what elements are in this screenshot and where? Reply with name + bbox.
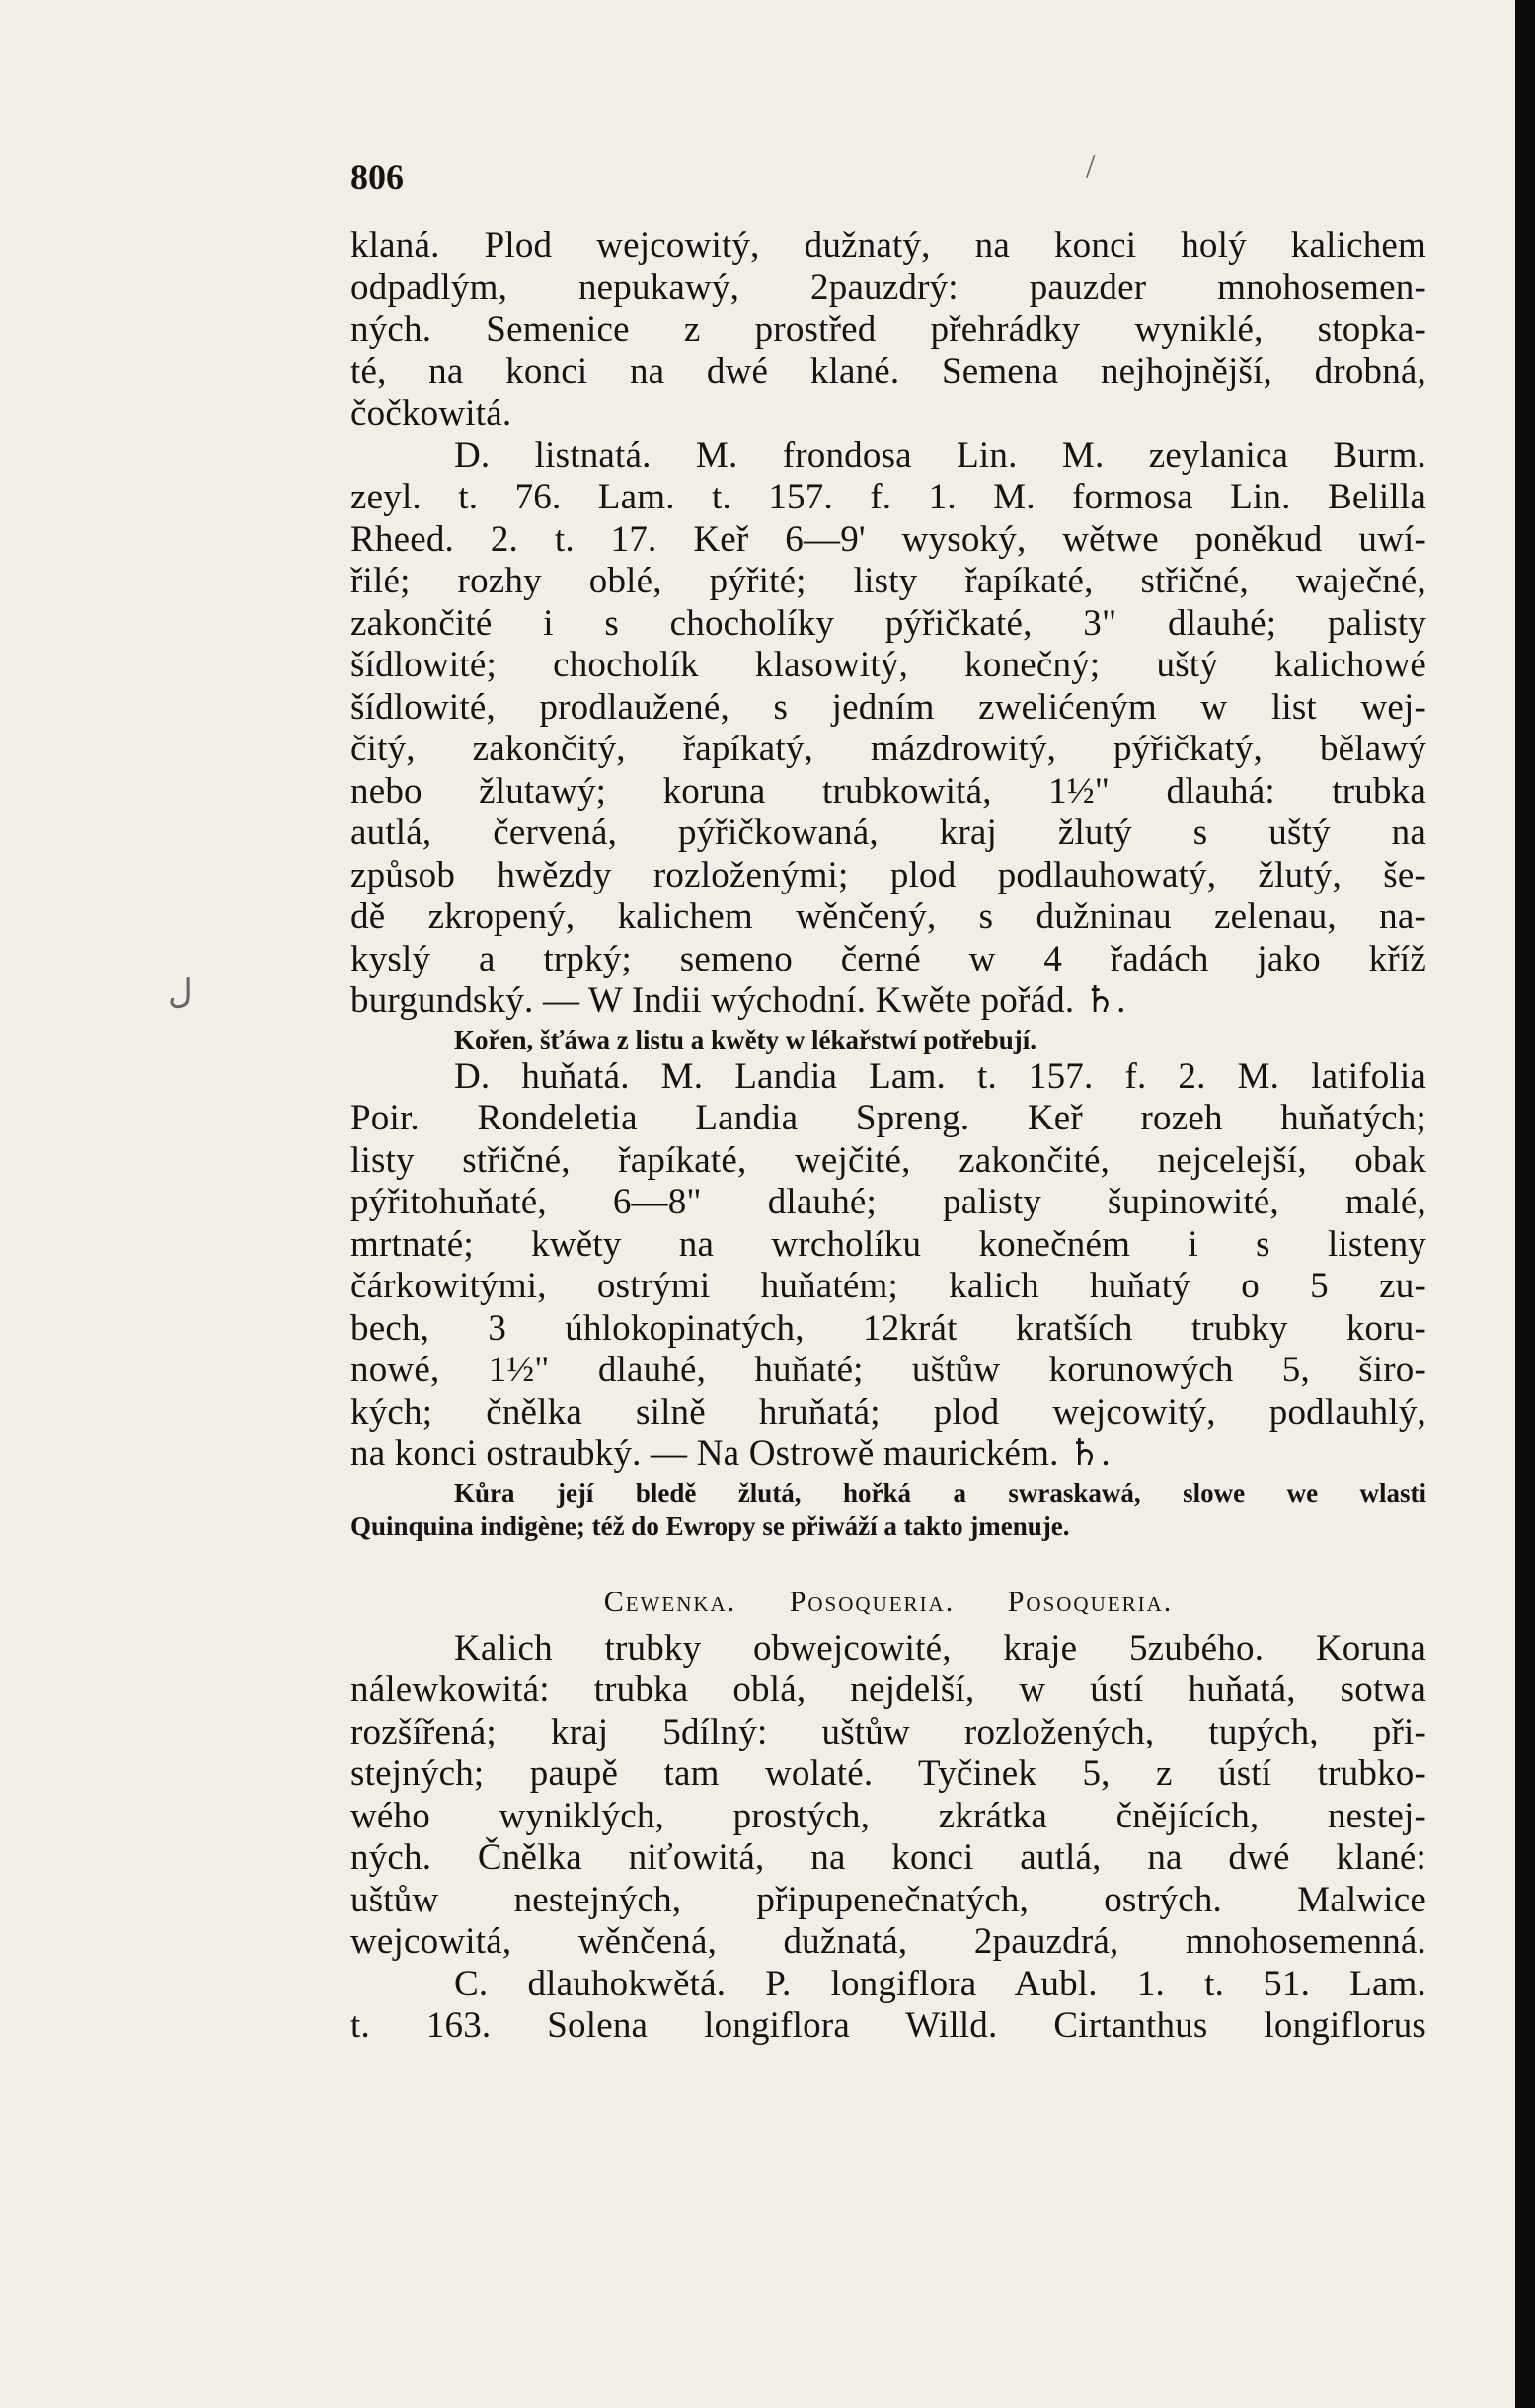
species-entry-line: bech, 3 úhlokopinatých, 12krát kratších trubky koru- <box>350 1307 1426 1349</box>
genus-name-latin: Posoqueria. <box>789 1585 956 1618</box>
genus-description-line: Kalich trubky obwejcowité, kraje 5zubého. Koruna <box>454 1627 1426 1669</box>
species-entry-line: D. huňatá. M. Landia Lam. t. 157. f. 2. M. latifolia <box>454 1055 1426 1097</box>
species-entry-line: autlá, červená, pýřičkowaná, kraj žlutý s uštý na <box>350 813 1426 853</box>
usage-note: Quinquina indigène; též do Ewropy se přiwáží a takto jmenuje. <box>350 1511 1070 1541</box>
genus-description-line: ných. Čnělka niťowitá, na konci autlá, na dwé klané: <box>350 1837 1426 1878</box>
genus-heading <box>350 1577 1426 1628</box>
species-entry-line: zeyl. t. 76. Lam. t. 157. f. 1. M. formosa Lin. Belilla <box>350 477 1426 517</box>
text-line: ných. Semenice z prostřed přehrádky wyniklé, stopka- <box>350 309 1426 350</box>
species-entry-line: mrtnaté; kwěty na wrcholíku konečném i s listeny <box>350 1223 1426 1265</box>
margin-mark: ل <box>168 974 192 1011</box>
usage-note: Kůra její bledě žlutá, hořká a swraskawá, slowe we wlasti <box>454 1477 1426 1508</box>
species-entry-line: kých; čnělka silně hruňatá; plod wejcowitý, podlauhlý, <box>350 1391 1426 1433</box>
species-entry-line: zakončité i s chocholíky pýřičkaté, 3" dlauhé; palisty <box>350 602 1426 644</box>
usage-note: Kořen, šťáwa z listu a kwěty w lékařstwí potřebují. <box>454 1024 1037 1054</box>
species-entry-line: t. 163. Solena longiflora Willd. Cirtanthus longiflorus <box>350 2005 1426 2046</box>
species-entry-line: D. listnatá. M. frondosa Lin. M. zeylanica Burm. <box>454 434 1426 476</box>
species-entry-line: Rheed. 2. t. 17. Keř 6—9' wysoký, wětwe poněkud uwí- <box>350 518 1426 560</box>
text-line: čočkowitá. <box>350 393 512 433</box>
scan-edge <box>1515 0 1535 2408</box>
species-entry-line: čárkowitými, ostrými huňatém; kalich huňatý o 5 zu- <box>350 1266 1426 1306</box>
genus-description-line: rozšířená; kraj 5dílný: uštůw rozložených, tupých, při- <box>350 1711 1426 1752</box>
genus-description-line: wejcowitá, wěnčená, dužnatá, 2pauzdrá, mnohosemenná. <box>350 1921 1426 1962</box>
genus-description-line: stejných; paupě tam wolaté. Tyčinek 5, z ústí trubko- <box>350 1753 1426 1794</box>
text-line: klaná. Plod wejcowitý, dužnatý, na konci holý kalichem <box>350 225 1426 266</box>
text-line: té, na konci na dwé klané. Semena nejhojnější, drobná, <box>350 350 1426 392</box>
species-entry-line: dě zkropený, kalichem wěnčený, s dužninau zelenau, na- <box>350 896 1426 937</box>
genus-name-latin: Posoqueria. <box>1007 1585 1174 1618</box>
species-entry-line: burgundský. — W Indii wýchodní. Kwěte pořád. ♄. <box>350 980 1126 1021</box>
genus-name-czech: Cewenka. <box>603 1585 737 1618</box>
species-entry-line: nowé, 1½" dlauhé, huňaté; uštůw korunowých 5, širo- <box>350 1350 1426 1390</box>
species-entry-line: kyslý a trpký; semeno černé w 4 řadách jako kříž <box>350 938 1426 979</box>
genus-description-line: uštůw nestejných, připupenečnatých, ostrých. Malwice <box>350 1879 1426 1920</box>
species-entry-line: řilé; rozhy oblé, pýřité; listy řapíkaté, střičné, waječné, <box>350 561 1426 601</box>
species-entry-line: šídlowité; chocholík klasowitý, konečný; uštý kalichowé <box>350 645 1426 685</box>
species-entry-line: čitý, zakončitý, řapíkatý, mázdrowitý, pýřičkatý, bělawý <box>350 729 1426 769</box>
species-entry-line: C. dlauhokwětá. P. longiflora Aubl. 1. t. 51. Lam. <box>454 1963 1426 2004</box>
text-line: odpadlým, nepukawý, 2pauzdrý: pauzder mnohosemen- <box>350 267 1426 308</box>
stray-mark: / <box>1086 148 1096 185</box>
species-entry-line: šídlowité, prodlaužené, s jedním zwelićeným w list wej- <box>350 686 1426 728</box>
species-entry-line: pýřitohuňaté, 6—8" dlauhé; palisty šupinowité, malé, <box>350 1182 1426 1222</box>
page-number: 806 <box>350 157 404 196</box>
genus-description-line: wého wyniklých, prostých, zkrátka čnějících, nestej- <box>350 1795 1426 1836</box>
body-text <box>350 225 1426 2048</box>
species-entry-line: na konci ostraubký. — Na Ostrowě maurickém. ♄. <box>350 1434 1111 1474</box>
genus-description-line: nálewkowitá: trubka oblá, nejdelší, w ústí huňatá, sotwa <box>350 1670 1426 1710</box>
species-entry-line: listy střičné, řapíkaté, wejčité, zakončité, nejcelejší, obak <box>350 1139 1426 1181</box>
species-entry-line: nebo žlutawý; koruna trubkowitá, 1½" dlauhá: trubka <box>350 770 1426 812</box>
species-entry-line: Poir. Rondeletia Landia Spreng. Keř rozeh huňatých; <box>350 1098 1426 1138</box>
species-entry-line: způsob hwězdy rozloženými; plod podlauhowatý, žlutý, še- <box>350 854 1426 895</box>
